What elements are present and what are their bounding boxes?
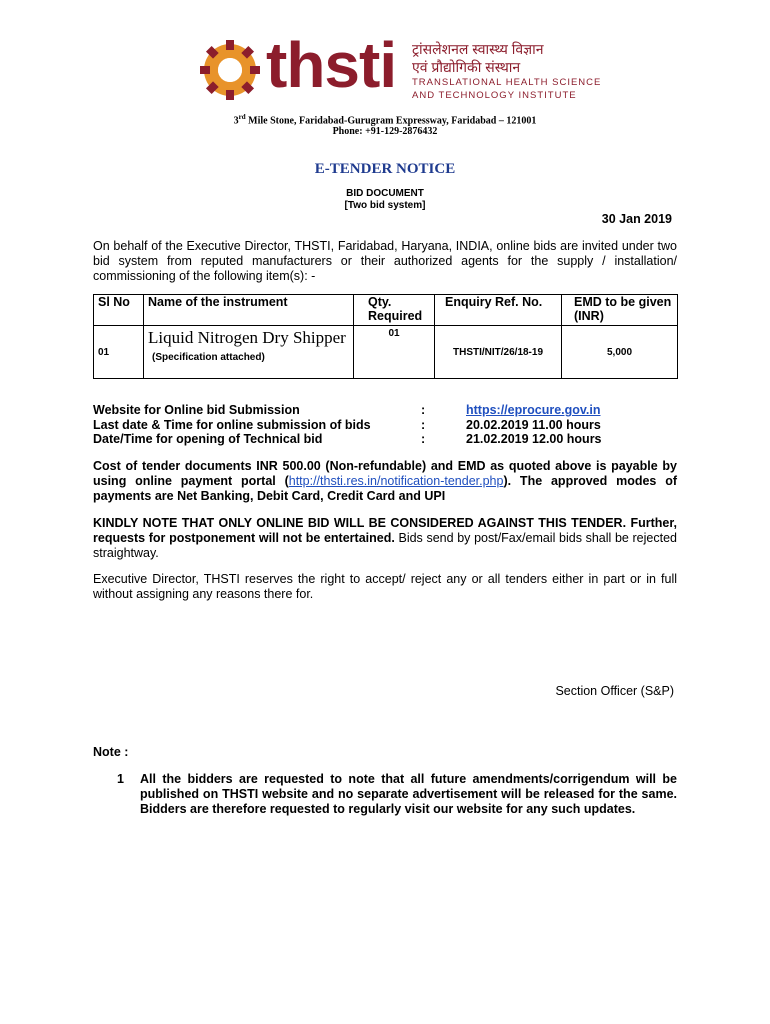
col-emd: EMD to be given (INR) [562, 295, 678, 326]
cell-sl: 01 [94, 326, 144, 379]
cell-emd: 5,000 [562, 326, 678, 379]
col-name: Name of the instrument [144, 295, 354, 326]
opening-date-value: 21.02.2019 12.00 hours [466, 432, 602, 446]
cost-text-1: Cost of tender documents INR 500.00 (Non-refundable) and EMD as quoted above is payable by using online payment portal ( [93, 459, 677, 488]
bid-document-label: BID DOCUMENT [346, 188, 424, 199]
reserve-paragraph: Executive Director, THSTI reserves the right to accept/ reject any or all tenders either in part or in full without assigning any reasons there for. [93, 572, 677, 601]
table-header-row [94, 295, 678, 326]
items-table [93, 294, 678, 379]
cell-ref: THSTI/NIT/26/18-19 [435, 326, 562, 379]
bid-system-label: [Two bid system] [344, 200, 426, 211]
hindi-line-2: एवं प्रौद्योगिकी संस्थान [412, 59, 521, 75]
phone: Phone: +91-129-2876432 [332, 126, 438, 137]
institute-line-1: TRANSLATIONAL HEALTH SCIENCE [412, 77, 602, 88]
note-number: 1 [117, 772, 124, 786]
schedule-colon: : [421, 418, 426, 432]
cost-paragraph [93, 459, 677, 504]
note-label: Note : [93, 745, 129, 759]
address-rest: Mile Stone, Faridabad-Gurugram Expressway, Faridabad – 121001 [245, 115, 537, 127]
table-row [94, 326, 678, 379]
instrument-name: Liquid Nitrogen Dry Shipper [148, 328, 346, 347]
cell-name [144, 326, 354, 379]
payment-portal-link[interactable]: http://thsti.res.in/notification-tender.php [288, 474, 504, 488]
spec-note: (Specification attached) [152, 352, 265, 363]
note-text: All the bidders are requested to note that all future amendments/corrigendum will be published on THSTI website and no separate advertisement will be released for the same. Bidders are therefore requested to regularly visit our website for any such updates. [140, 772, 677, 816]
cost-text-2: ). The approved modes of payments are Net Banking, Debit Card, Credit Card and UPI [93, 474, 677, 503]
kindly-normal-text: Bids send by post/Fax/email bids shall be rejected straightway. [93, 531, 677, 560]
address-num: 3 [233, 115, 239, 127]
schedule-label-opening: Date/Time for opening of Technical bid [93, 432, 323, 446]
institute-line-2: AND TECHNOLOGY INSTITUTE [412, 90, 577, 101]
schedule-colon: : [421, 403, 426, 417]
cell-qty: 01 [354, 326, 435, 379]
logo-wordmark: thsti [266, 29, 397, 101]
col-sl: Sl No [94, 295, 144, 326]
signatory: Section Officer (S&P) [555, 684, 674, 698]
institute-name-hindi [412, 40, 582, 76]
thsti-logo-icon [198, 38, 262, 102]
hindi-line-1: ट्रांसलेशनल स्वास्थ्य विज्ञान [412, 41, 544, 57]
notice-date: 30 Jan 2019 [601, 212, 672, 226]
eprocure-link[interactable]: https://eprocure.gov.in [466, 403, 601, 417]
col-ref: Enquiry Ref. No. [435, 295, 562, 326]
last-date-value: 20.02.2019 11.00 hours [466, 418, 601, 432]
schedule-label-last-date: Last date & Time for online submission of bids [93, 418, 371, 432]
address-sup: rd [238, 113, 246, 121]
institute-name-english [412, 76, 601, 102]
col-qty: Qty. Required [354, 295, 435, 326]
schedule-label-website: Website for Online bid Submission [93, 403, 300, 417]
kindly-bold-text: KINDLY NOTE THAT ONLY ONLINE BID WILL BE CONSIDERED AGAINST THIS TENDER. Further, requests for postponement will not be entertained. [93, 516, 677, 545]
intro-paragraph: On behalf of the Executive Director, THSTI, Faridabad, Haryana, INDIA, online bids are invited under two bid system from reputed manufacturers or their authorized agents for the supply / installation/ commissioning of the following item(s): - [93, 239, 677, 283]
address [0, 113, 770, 126]
page-title: E-TENDER NOTICE [314, 161, 456, 177]
schedule-colon: : [421, 432, 426, 446]
kindly-note-paragraph [93, 516, 677, 561]
